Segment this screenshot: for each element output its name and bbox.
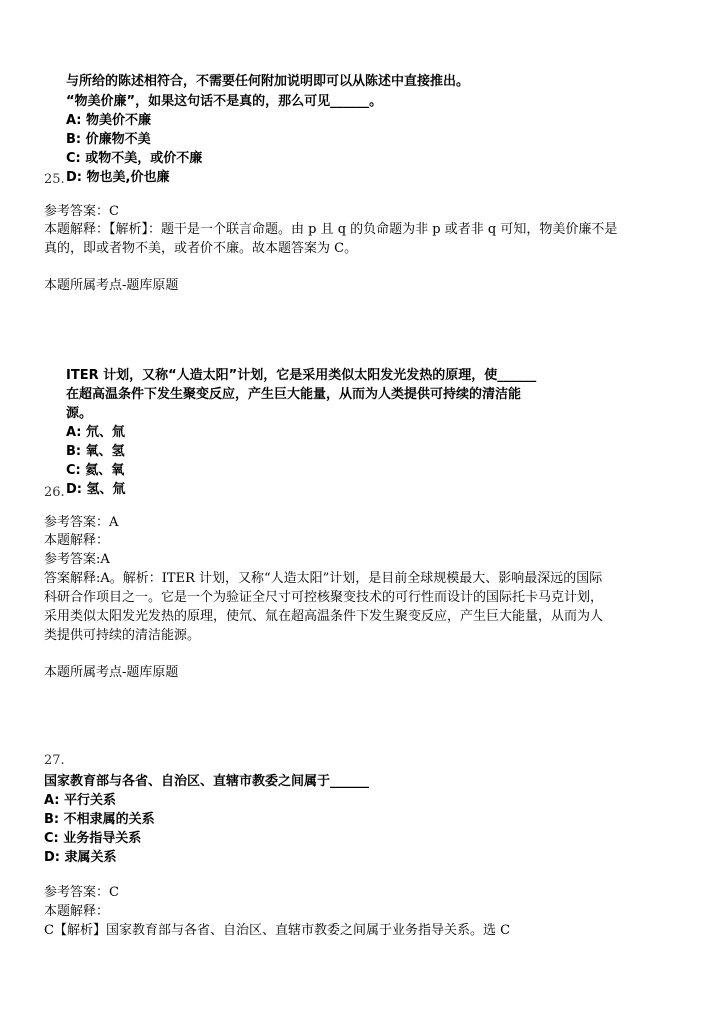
explanation: 科研合作项目之一。它是一个为验证全尺寸可控核聚变技术的可行性而设计的国际托卡马克计划， bbox=[44, 590, 604, 605]
explanation: 采用类似太阳发光发热的原理，使氘、氚在超高温条件下发生聚变反应，产生巨大能量，从而为人 bbox=[44, 609, 604, 624]
question-stem: 源。 bbox=[66, 406, 93, 421]
question-stem: 与所给的陈述相符合，不需要任何附加说明即可以从陈述中直接推出。 bbox=[66, 74, 470, 89]
explanation: C【解析】国家教育部与各省、自治区、直辖市教委之间属于业务指导关系。选 C bbox=[44, 923, 511, 938]
question-number: 25. bbox=[44, 172, 65, 187]
explanation: 答案解释:A。解析：ITER 计划，又称“人造太阳”计划，是目前全球规模最大、影响最深远的国际 bbox=[44, 571, 603, 586]
explanation-label: 本题解释： bbox=[44, 904, 110, 919]
reference-answer: 参考答案:A bbox=[44, 552, 110, 567]
question-stem: 国家教育部与各省、自治区、直辖市教委之间属于______ bbox=[44, 774, 370, 789]
option-b: B: 不相隶属的关系 bbox=[44, 812, 155, 827]
option-c: C: 或物不美，或价不廉 bbox=[66, 151, 203, 166]
question-stem: ITER 计划，又称“人造太阳”计划，它是采用类似太阳发光发热的原理，使______ bbox=[66, 368, 537, 383]
option-a: A: 物美价不廉 bbox=[66, 113, 152, 128]
explanation: 真的，即或者物不美，或者价不廉。故本题答案为 C。 bbox=[44, 241, 358, 256]
option-d: D: 氢、氚 bbox=[66, 482, 126, 497]
option-d: D: 物也美,价也廉 bbox=[66, 170, 170, 185]
option-c: C: 氦、氧 bbox=[66, 463, 125, 478]
question-stem: “物美价廉”，如果这句话不是真的，那么可见______。 bbox=[66, 94, 383, 109]
question-stem: 在超高温条件下发生聚变反应，产生巨大能量，从而为人类提供可持续的清洁能 bbox=[66, 387, 522, 402]
option-c: C: 业务指导关系 bbox=[44, 831, 142, 846]
option-d: D: 隶属关系 bbox=[44, 850, 117, 865]
explanation-label: 本题解释： bbox=[44, 533, 110, 548]
option-a: A: 氘、氚 bbox=[66, 425, 126, 440]
question-number: 26. bbox=[44, 485, 65, 500]
option-a: A: 平行关系 bbox=[44, 793, 117, 808]
source-note: 本题所属考点-题库原题 bbox=[44, 665, 179, 680]
reference-answer: 参考答案：C bbox=[44, 204, 119, 219]
option-b: B: 价廉物不美 bbox=[66, 132, 151, 147]
question-number: 27. bbox=[44, 753, 65, 768]
explanation: 本题解释：【解析】：题干是一个联言命题。由 p 且 q 的负命题为非 p 或者非 q 可知，物美价廉不是 bbox=[44, 222, 618, 237]
reference-answer: 参考答案：A bbox=[44, 515, 119, 530]
option-b: B: 氧、氢 bbox=[66, 444, 125, 459]
explanation: 类提供可持续的清洁能源。 bbox=[44, 628, 201, 643]
reference-answer: 参考答案：C bbox=[44, 885, 119, 900]
source-note: 本题所属考点-题库原题 bbox=[44, 278, 179, 293]
